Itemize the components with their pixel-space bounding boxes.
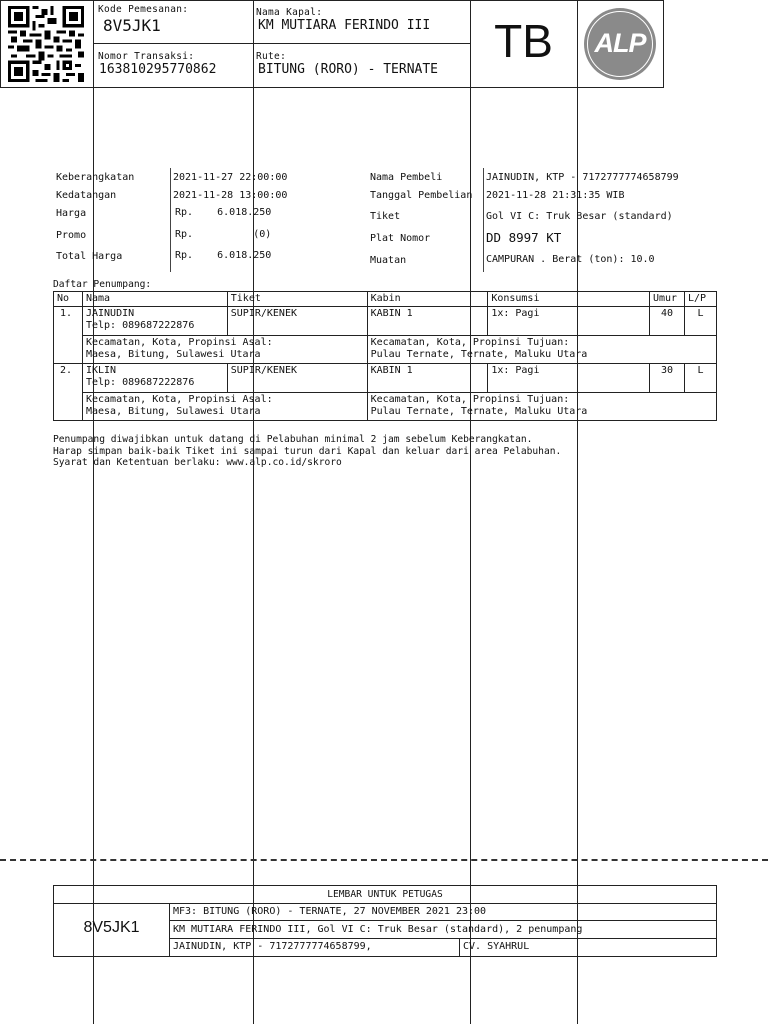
ticket-header (0, 0, 664, 88)
info-value-kedatangan: 2021-11-28 13:00:00 (173, 190, 288, 201)
passenger-age: 30 (649, 364, 684, 393)
nama-kapal-label: Nama Kapal: (256, 7, 323, 18)
passenger-origin (82, 393, 367, 421)
class-code: TB (494, 15, 553, 67)
column-header-konsumsi: Konsumsi (488, 292, 650, 307)
stub-buyer: JAINUDIN, KTP - 7172777774658799, (173, 941, 372, 952)
info-value-total-harga: Rp. 6.018.250 (175, 250, 272, 261)
destination-label: Kecamatan, Kota, Propinsi Tujuan: (370, 394, 570, 405)
info-label-tiket: Tiket (370, 211, 401, 222)
column-header-no: No (54, 292, 83, 307)
nomor-transaksi-value: 163810295770862 (99, 62, 217, 77)
note-line: Syarat dan Ketentuan berlaku: www.alp.co.id/skroro (53, 457, 342, 468)
passenger-name-cell (82, 307, 227, 336)
info-label-plat-nomor: Plat Nomor (370, 233, 431, 244)
passenger-meal: 1x: Pagi (488, 307, 650, 336)
info-label-tanggal-pembelian: Tanggal Pembelian (370, 190, 473, 201)
info-label-nama-pembeli: Nama Pembeli (370, 172, 443, 183)
passenger-phone: Telp: 089687222876 (85, 377, 195, 388)
info-value-muatan: CAMPURAN . Berat (ton): 10.0 (486, 254, 655, 265)
info-value-nama-pembeli: JAINUDIN, KTP - 7172777774658799 (486, 172, 679, 183)
passenger-no: 2. (54, 364, 83, 421)
passenger-cabin: KABIN 1 (367, 364, 488, 393)
nama-kapal-value: KM MUTIARA FERINDO III (258, 18, 431, 33)
passenger-ticket: SUPIR/KENEK (227, 307, 367, 336)
destination-value: Pulau Ternate, Ternate, Maluku Utara (370, 406, 588, 417)
passenger-no: 1. (54, 307, 83, 364)
stub-title: LEMBAR UNTUK PETUGAS (327, 889, 443, 900)
info-value-keberangkatan: 2021-11-27 22:00:00 (173, 172, 288, 183)
passenger-table (53, 291, 717, 421)
info-label-keberangkatan: Keberangkatan (56, 172, 135, 183)
info-value-tanggal-pembelian: 2021-11-28 21:31:35 WIB (486, 190, 625, 201)
info-label-muatan: Muatan (370, 255, 407, 266)
passenger-phone: Telp: 089687222876 (85, 320, 195, 331)
origin-label: Kecamatan, Kota, Propinsi Asal: (85, 394, 273, 405)
nomor-transaksi-label: Nomor Transaksi: (98, 51, 195, 62)
table-row (54, 307, 717, 336)
passenger-name-cell (82, 364, 227, 393)
stub-vessel-line: KM MUTIARA FERINDO III, Gol VI C: Truk Besar (standard), 2 penumpang (173, 924, 583, 935)
passenger-meal: 1x: Pagi (488, 364, 650, 393)
info-value-harga: Rp. 6.018.250 (175, 207, 272, 218)
stub-booking-code: 8V5JK1 (83, 919, 140, 936)
passenger-destination (367, 393, 716, 421)
officer-stub (53, 885, 717, 957)
rute-label: Rute: (256, 51, 287, 62)
table-row-address (54, 393, 717, 421)
origin-value: Maesa, Bitung, Sulawesi Utara (85, 406, 261, 417)
passenger-list-title: Daftar Penumpang: (53, 279, 152, 290)
passenger-cabin: KABIN 1 (367, 307, 488, 336)
column-header-nama: Nama (82, 292, 227, 307)
passenger-destination (367, 336, 716, 364)
alp-logo (584, 8, 656, 80)
passenger-name: IKLIN (85, 365, 117, 376)
stub-company: CV. SYAHRUL (463, 941, 530, 952)
table-row (54, 364, 717, 393)
info-label-kedatangan: Kedatangan (56, 190, 117, 201)
alp-logo-text: ALP (594, 28, 646, 58)
note-line: Harap simpan baik-baik Tiket ini sampai turun dari Kapal dan keluar dari area Pelabuhan. (53, 445, 562, 457)
info-label-promo: Promo (56, 230, 87, 241)
stub-route-line: MF3: BITUNG (RORO) - TERNATE, 27 NOVEMBER 2021 23:00 (173, 906, 487, 917)
column-header-tiket: Tiket (227, 292, 367, 307)
origin-label: Kecamatan, Kota, Propinsi Asal: (85, 337, 273, 348)
column-header-kabin: Kabin (367, 292, 488, 307)
info-value-promo: Rp. (0) (175, 229, 272, 240)
passenger-gender: L (684, 307, 716, 336)
passenger-origin (82, 336, 367, 364)
table-header-row (54, 292, 717, 307)
passenger-gender: L (684, 364, 716, 393)
info-label-total-harga: Total Harga (56, 251, 123, 262)
column-header-umur: Umur (649, 292, 684, 307)
passenger-age: 40 (649, 307, 684, 336)
kode-pemesanan-label: Kode Pemesanan: (98, 4, 189, 15)
cut-line (0, 859, 768, 861)
info-label-harga: Harga (56, 208, 87, 219)
info-value-tiket: Gol VI C: Truk Besar (standard) (486, 211, 673, 222)
info-value-plat-nomor: DD 8997 KT (486, 230, 562, 245)
ticket-notes (53, 434, 561, 469)
origin-value: Maesa, Bitung, Sulawesi Utara (85, 349, 261, 360)
destination-value: Pulau Ternate, Ternate, Maluku Utara (370, 349, 588, 360)
note-line: Penumpang diwajibkan untuk datang di Pelabuhan minimal 2 jam sebelum Keberangkatan. (53, 434, 533, 445)
column-header-lp: L/P (684, 292, 716, 307)
qr-code-icon (8, 6, 84, 82)
rute-value: BITUNG (RORO) - TERNATE (258, 62, 439, 77)
table-row-address (54, 336, 717, 364)
passenger-name: JAINUDIN (85, 308, 135, 319)
destination-label: Kecamatan, Kota, Propinsi Tujuan: (370, 337, 570, 348)
kode-pemesanan-value: 8V5JK1 (103, 16, 161, 35)
passenger-ticket: SUPIR/KENEK (227, 364, 367, 393)
